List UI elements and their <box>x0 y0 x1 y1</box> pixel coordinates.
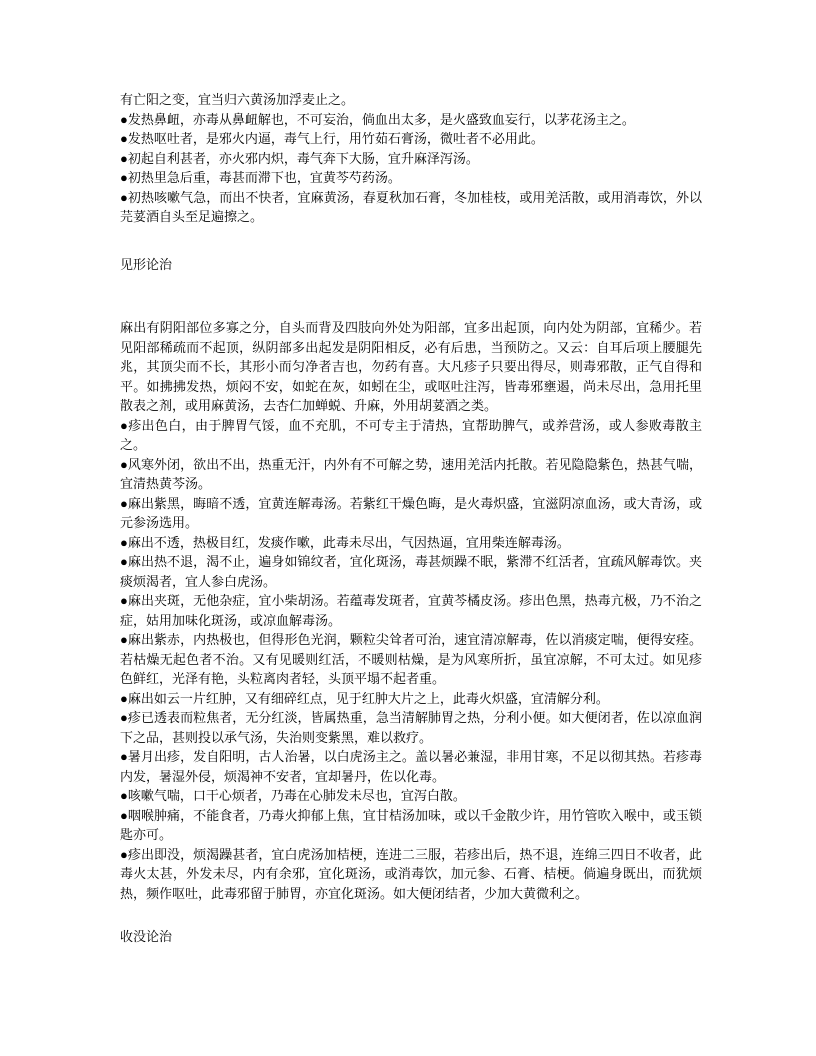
bullet-item: ●麻出不透，热极目红，发痰作嗽，此毒未尽出，气因热逼，宜用柴连解毒汤。 <box>120 534 570 550</box>
body-paragraph: 麻出有阴阳部位多寡之分，自头而背及四肢向外处为阳部，宜多出起顶，向内处为阴部，宜稀少。若见阳部稀疏而不起顶，纵阴部多出起发是阴阳相反，必有后患，当预防之。又云：自耳后项上腰腿先兆，其顶尖而不长，其形小而匀净者吉也，勿药有喜。大凡疹子只要出得尽，则毒邪散，正气自得和平。如拂拂发热，烦闷不安，如蛇在灰，如蚓在尘，或呕吐注泻，皆毒邪壅遏，尚未尽出，急用托里散表之剂，或用麻黄汤，去杏仁加蝉蜕、升麻，外用胡荽酒之类。 <box>120 320 702 413</box>
bullet-item: ●麻出夹斑，无他杂症，宜小柴胡汤。若蕴毒发斑者，宜黄芩橘皮汤。疹出色黑，热毒亢极，乃不治之症，姑用加味化斑汤，或凉血解毒汤。 <box>120 593 702 628</box>
bullet-item: ●暑月出疹，发自阳明，古人治暑，以白虎汤主之。盖以暑必兼湿，非用甘寒，不足以彻其热。若疹毒内发，暑湿外侵，烦渴神不安者，宜却暑丹，佐以化毒。 <box>120 749 702 784</box>
bullet-item: ●疹已透表而粒焦者，无分红淡，皆属热重，急当清解肺胃之热，分利小便。如大便闭者，佐以凉血润下之品，甚则投以承气汤，失治则变紫黑，难以救疗。 <box>120 710 702 745</box>
bullet-item: ●初起自利甚者，亦火邪内炽，毒气奔下大肠，宜升麻泽泻汤。 <box>120 150 479 166</box>
bullet-item: ●发热呕吐者，是邪火内逼，毒气上行，用竹茹石膏汤，微吐者不必用此。 <box>120 131 544 146</box>
bullet-item: ●麻出热不退，渴不止，遍身如锦纹者，宜化斑汤，毒甚烦躁不眠，紫滞不红活者，宜疏风解毒饮。夹痰烦渴者，宜人参白虎汤。 <box>120 554 702 589</box>
bullet-item: ●麻出如云一片红肿，又有细碎红点，见于红肿大片之上，此毒火炽盛，宜清解分利。 <box>120 690 609 706</box>
bullet-item: ●疹出色白，由于脾胃气馁，血不充肌，不可专主于清热，宜帮助脾气，或养营汤，或人参败毒散主之。 <box>120 417 702 452</box>
bullet-item: ●麻出紫黑，晦暗不透，宜黄连解毒汤。若紫红干燥色晦，是火毒炽盛，宜滋阴凉血汤，或大青汤，或元参汤选用。 <box>120 495 702 530</box>
section-heading-shoumo: 收没论治 <box>120 929 173 944</box>
intro-line: 有亡阳之变，宜当归六黄汤加浮麦止之。 <box>120 92 355 107</box>
bullet-item: ●发热鼻衄，亦毒从鼻衄解也，不可妄治，倘血出太多，是火盛致血妄行，以茅花汤主之。 <box>120 111 635 127</box>
bullet-item: ●初热里急后重，毒甚而滞下也，宜黄芩芍药汤。 <box>120 170 401 185</box>
bullet-item: ●初热咳嗽气急，而出不快者，宜麻黄汤，春夏秋加石膏，冬加桂枝，或用羌活散，或用消毒饮，外以芫荽酒自头至足遍擦之。 <box>120 189 702 224</box>
section-heading-jianxing: 见形论治 <box>120 256 173 272</box>
page-content <box>120 90 702 947</box>
bullet-item: ●麻出紫赤，内热极也，但得形色光润，颗粒尖耸者可治，速宜清凉解毒，佐以消痰定喘，便得安痊。若枯燥无起色者不治。又有见暖则红活，不暖则枯燥，是为风寒所折，虽宜凉解，不可太过。如见疹色鲜红，光泽有艳，头粒离肉者轻，头顶平塌不起者重。 <box>120 632 702 686</box>
bullet-item: ●咳嗽气喘，口干心烦者，乃毒在心肺发未尽也，宜泻白散。 <box>120 788 466 803</box>
bullet-item: ●风寒外闭，欲出不出，热重无汗，内外有不可解之势，速用羌活内托散。若见隐隐紫色，热甚气喘，宜清热黄芩汤。 <box>120 456 702 491</box>
bullet-item: ●疹出即没，烦渴躁甚者，宜白虎汤加桔梗，连进二三服，若疹出后，热不退，连绵三四日不收者，此毒火太甚，外发未尽，内有余邪，宜化斑汤，或消毒饮，加元参、石膏、桔梗。倘遍身既出，而犹烦热，频作呕吐，此毒邪留于肺胃，亦宜化斑汤。如大便闭结者，少加大黄微利之。 <box>120 846 702 901</box>
bullet-item: ●咽喉肿痛，不能食者，乃毒火抑郁上焦，宜甘桔汤加味，或以千金散少许，用竹管吹入喉中，或玉锁匙亦可。 <box>120 807 702 842</box>
